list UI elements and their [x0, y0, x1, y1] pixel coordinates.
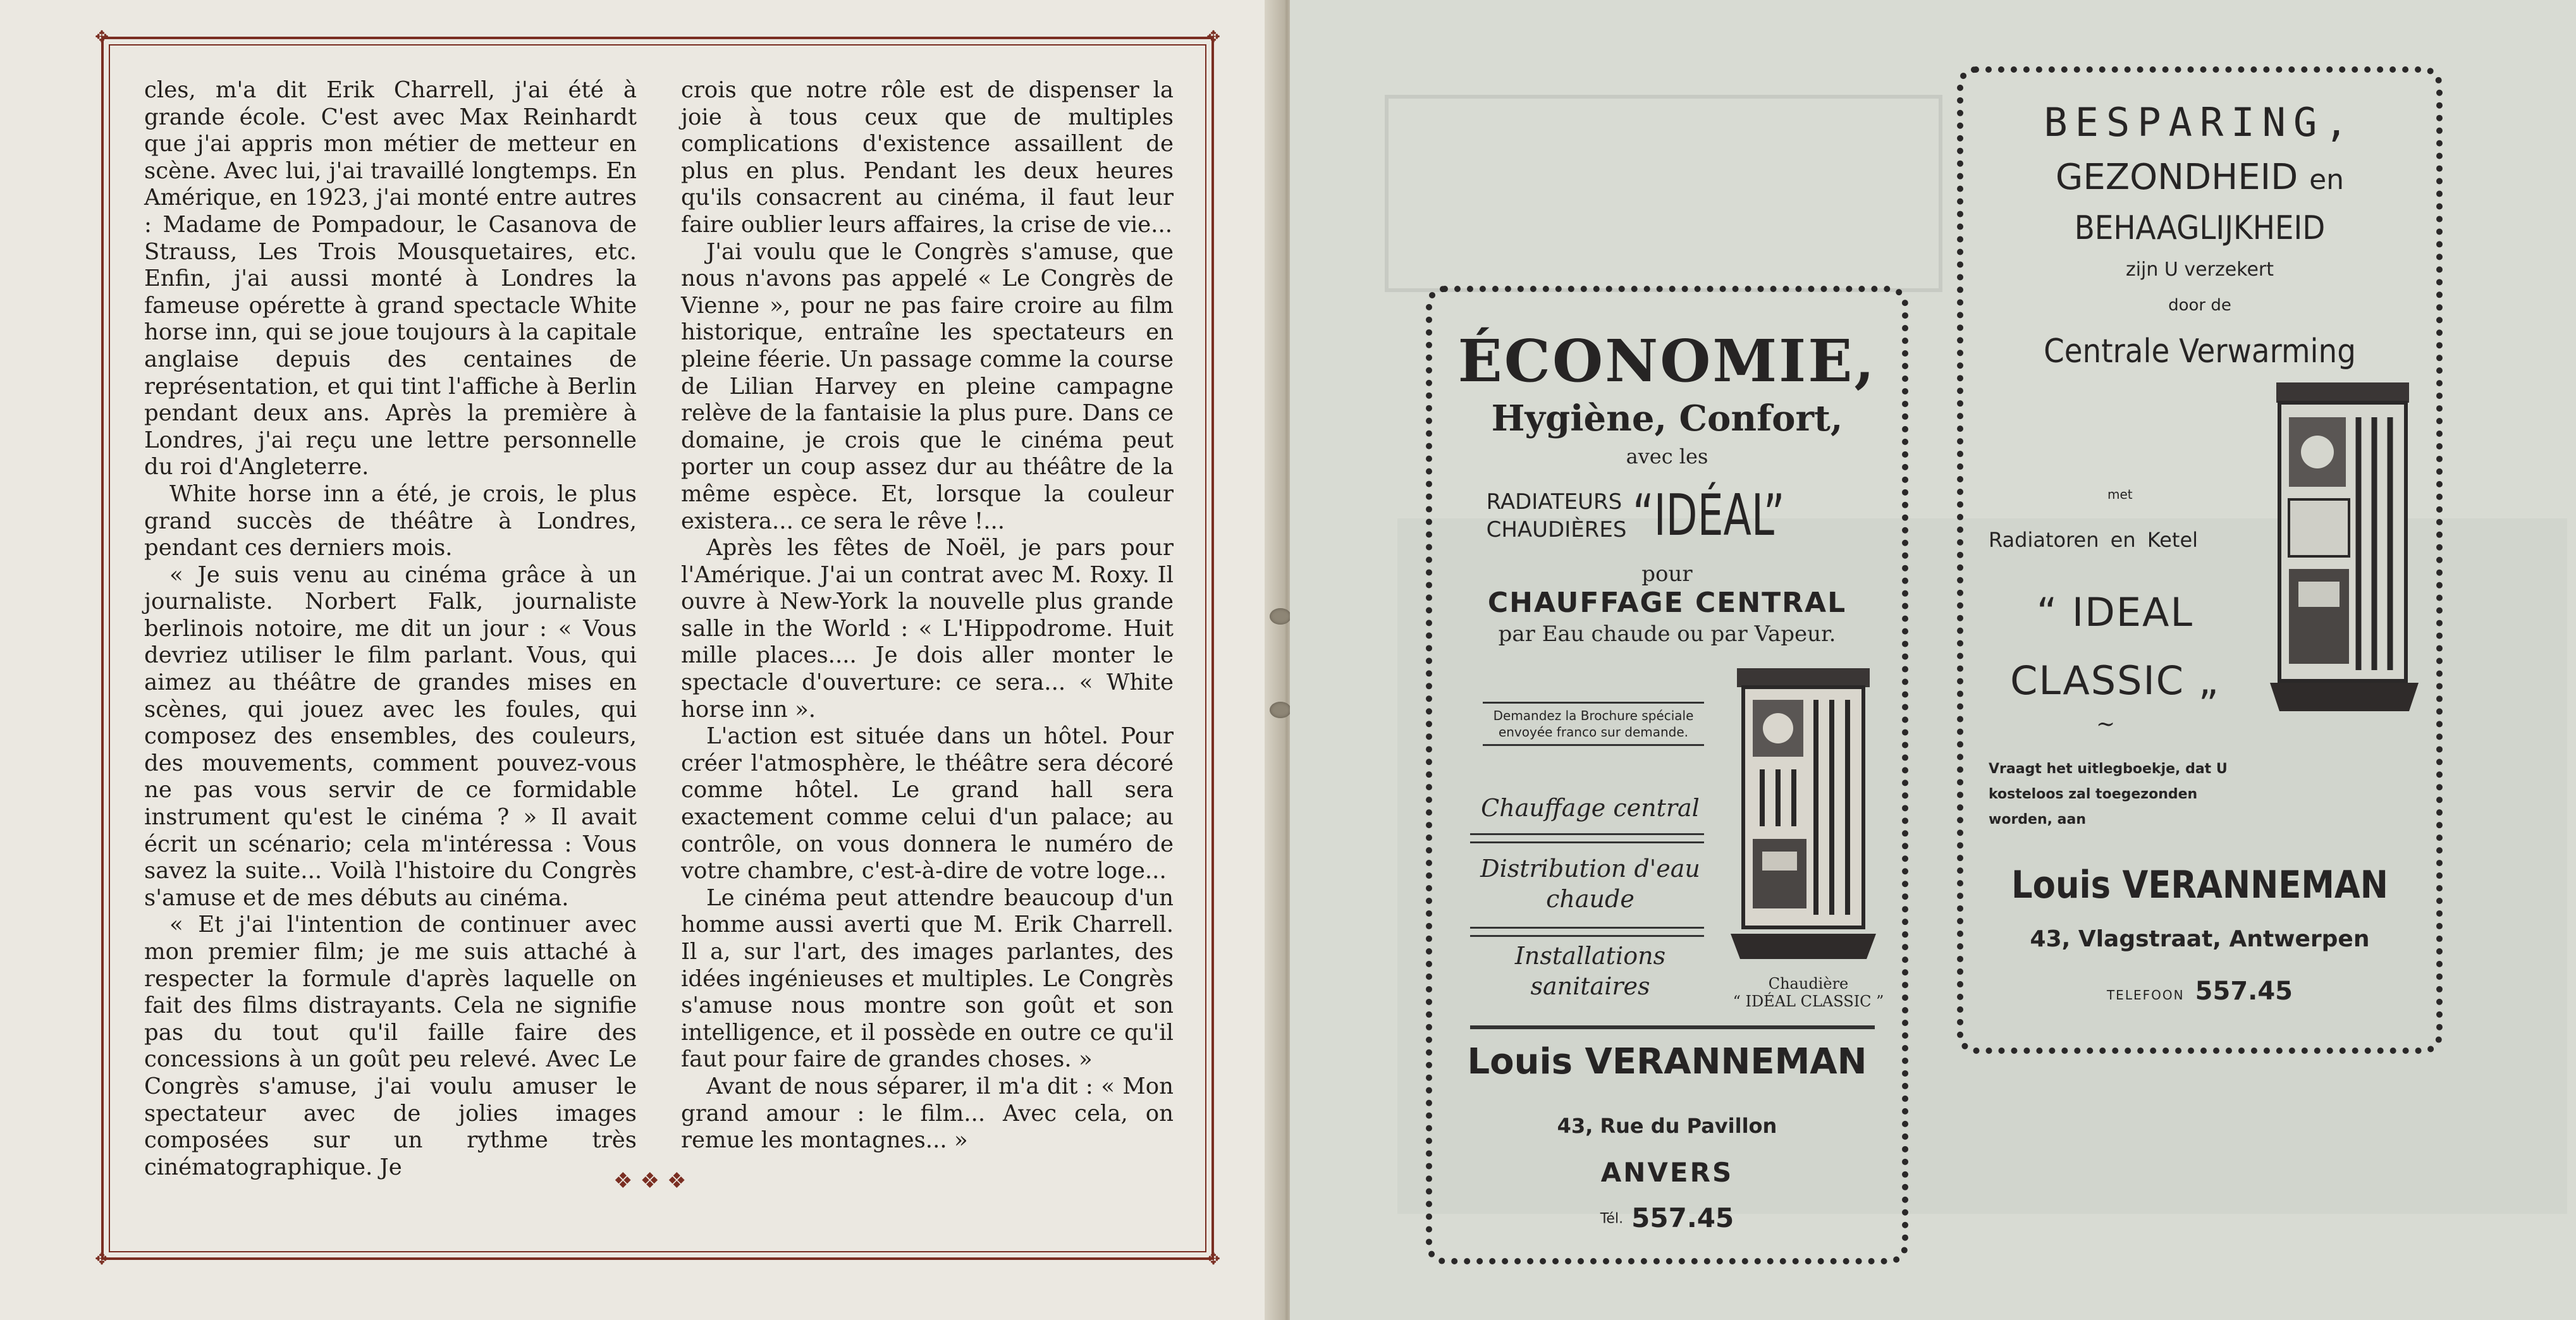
- ad-service: Chauffage central: [1481, 794, 1700, 822]
- phone-label: Tél.: [1600, 1211, 1624, 1227]
- dealer-address: 43, Rue du Pavillon: [1557, 1114, 1777, 1138]
- ad-brand-line: RADIATEURS: [1486, 489, 1622, 515]
- paragraph: J'ai voulu que le Congrès s'amuse, que nous n'avons pas appelé « Le Congrès de Vienne », pour ne pas faire croire au film historique, entraîne les spectateurs en pleine féerie. Un passage comme la course de Lilian Harvey en pleine campagne relève de la fantaisie la plus pure. Dans ce domaine, je crois que le cinéma peut porter un coup assez dur au théâtre de la même espèce. Et, lorsque la couleur existera... ce sera le rêve !...: [681, 238, 1174, 534]
- ad-brand-name: “IDÉAL”: [1633, 482, 1785, 549]
- dealer-phone: [1963, 977, 2436, 1006]
- divider: [1470, 927, 1704, 937]
- dealer-name: Louis VERANNEMAN: [2011, 863, 2388, 907]
- staple: [1270, 608, 1291, 625]
- ad-brand-name: [2001, 578, 2229, 715]
- ad-text: pour: [1641, 561, 1693, 587]
- ad-subtitle: Hygiène, Confort,: [1491, 398, 1843, 439]
- paragraph: Après les fêtes de Noël, je pars pour l'Amérique. J'ai un contrat avec M. Roxy. Il ouvre à New-York la nouvelle plus grande salle in the World : « L'Hippodrome. Huit mille places.... Je dois aller monter le spectacle d'ouverture: ce sera... « White horse inn ».: [681, 535, 1174, 723]
- ad-instruction: Vraagt het uitlegboekje, dat U kosteloos zal toegezonden worden, aan: [1989, 761, 2228, 828]
- paragraph: Avant de nous séparer, il m'a dit : « Mon grand amour : le film... Avec cela, on remue les montagnes... »: [681, 1073, 1174, 1154]
- ad-brochure-note: Demandez la Brochure spéciale envoyée franco sur demande.: [1483, 702, 1704, 746]
- corner-ornament: ✥: [1206, 1250, 1220, 1269]
- dealer-city: ANVERS: [1600, 1157, 1734, 1188]
- paragraph: cles, m'a dit Erik Charrell, j'ai été à grande école. C'est avec Max Reinhardt que j'ai appris mon métier de metteur en scène. Avec lui, j'ai travaillé longtemps. En Amérique, en 1923, j'ai monté entre autres : Madame de Pompadour, le Casanova de Strauss, Les Trois Mousquetaires, etc. Enfin, j'ai aussi monté à Londres la fameuse opérette à grand spectacle White horse inn, qui se joue toujours à la capitale anglaise depuis des centaines de représentation, et qui tint l'affiche à Berlin pendant deux ans. Après la première à Londres, j'ai reçu une lettre personnelle du roi d'Angleterre.: [144, 77, 637, 480]
- caption-line: “ IDÉAL CLASSIC ”: [1733, 993, 1884, 1010]
- divider: [1470, 1025, 1875, 1029]
- ad-ideal-french: [1426, 286, 1908, 1264]
- phone-number: 557.45: [2195, 977, 2293, 1006]
- paragraph: « Et j'ai l'intention de continuer avec mon premier film; je me suis attaché à respecter la formule d'après laquelle on fait des films distrayants. Cela ne signifie pas du tout qu'il faille faire des concessions à un goût peu relevé. Avec Le Congrès s'amuse, j'ai voulu amuser le spectateur avec de jolies images composées sur un rythme très cinématographique. Je: [144, 912, 637, 1180]
- corner-ornament: ✥: [95, 1250, 109, 1269]
- boiler-caption: [1729, 975, 1887, 1010]
- brand-line: “ IDEAL: [2037, 589, 2193, 635]
- ad-text: met: [2107, 487, 2133, 502]
- caption-line: Chaudière: [1768, 975, 1849, 993]
- paragraph: L'action est située dans un hôtel. Pour créer l'atmosphère, le théâtre sera décoré comme hôtel. Le grand hall sera exactement comme celui d'un palace; au contrôle, on vous donnera le numéro de votre chambre, c'est-à-dire de votre loge...: [681, 723, 1174, 884]
- brand-line: CLASSIC „: [2010, 657, 2220, 704]
- staple: [1270, 702, 1291, 718]
- ad-title: [1963, 157, 2436, 198]
- dealer-address: 43, Vlagstraat, Antwerpen: [2030, 926, 2370, 952]
- boiler-illustration: [1724, 662, 1882, 972]
- ad-heading: CHAUFFAGE CENTRAL: [1487, 587, 1847, 619]
- ad-brand: [1432, 482, 1902, 549]
- end-ornament: ❖❖❖: [613, 1168, 694, 1194]
- ad-text: avec les: [1626, 444, 1708, 468]
- ad-title-word: en: [2309, 164, 2345, 196]
- ad-brand-line: CHAUDIÈRES: [1486, 516, 1627, 542]
- paragraph: White horse inn a été, je crois, le plus grand succès de théâtre à Londres, pendant ces derniers mois.: [144, 480, 637, 561]
- column-right: [681, 77, 1174, 1154]
- dealer-phone: [1432, 1202, 1902, 1233]
- ad-ideal-dutch: [1957, 66, 2443, 1054]
- paragraph: crois que notre rôle est de dispenser la joie à tous ceux que de multiples complications d'existence assaillent de plus en plus. Pendant les deux heures qu'ils consacrent au cinéma, il faut leur faire oublier leurs affaires, la crise de vie...: [681, 77, 1174, 238]
- ad-text: zijn U verzekert: [2125, 259, 2274, 281]
- show-through: [1385, 95, 1942, 292]
- phone-label: TELEFOON: [2106, 987, 2185, 1003]
- left-page: [0, 0, 1284, 1320]
- ad-text: Radiatoren en Ketel: [1989, 528, 2199, 552]
- ad-text: par Eau chaude ou par Vapeur.: [1498, 621, 1836, 647]
- divider: [1470, 833, 1704, 843]
- ad-service: Distribution d'eau chaude: [1480, 855, 1700, 913]
- flourish: ~: [2096, 711, 2116, 737]
- boiler-illustration: [2257, 379, 2428, 721]
- column-left: [144, 77, 637, 1180]
- ad-title: ÉCONOMIE,: [1457, 327, 1877, 395]
- paragraph: Le cinéma peut attendre beaucoup d'un homme aussi averti que M. Erik Charrell. Il a, sur l'art, des images parlantes, des idées ingénieuses et multiples. Le Congrès s'amuse nous montre son goût et son intelligence, et il possède en outre ce qu'il faut pour faire de grandes choses. »: [681, 884, 1174, 1073]
- corner-ornament: ✥: [95, 28, 109, 47]
- dealer-name: Louis VERANNEMAN: [1467, 1041, 1867, 1082]
- ad-service: Installations sanitaires: [1514, 942, 1666, 1000]
- ad-title: BEHAAGLIJKHEID: [2074, 209, 2326, 247]
- ad-title-word: GEZONDHEID: [2055, 157, 2298, 198]
- ad-heading: Centrale Verwarming: [2044, 333, 2356, 370]
- ad-title: BESPARING,: [2044, 99, 2356, 145]
- article-columns: [144, 77, 1174, 1180]
- ad-brand-products: [1487, 488, 1627, 544]
- phone-number: 557.45: [1631, 1202, 1734, 1233]
- ad-text: door de: [2168, 296, 2231, 315]
- paragraph: « Je suis venu au cinéma grâce à un journaliste. Norbert Falk, journaliste berlinois notoire, me dit un jour : « Vous devriez utiliser le film parlant. Vous, qui aimez au théâtre de grandes mises en scènes, qui jouez avec les foules, qui composez des ensembles, des couleurs, des mouvements, comment pouvez-vous ne pas vous servir de ce formidable instrument qu'est le cinéma ? » Il avait écrit un scénario; cela m'intéressa : Vous savez la suite... Voilà l'histoire du Congrès s'amuse et de mes débuts au cinéma.: [144, 561, 637, 911]
- corner-ornament: ✥: [1206, 28, 1220, 47]
